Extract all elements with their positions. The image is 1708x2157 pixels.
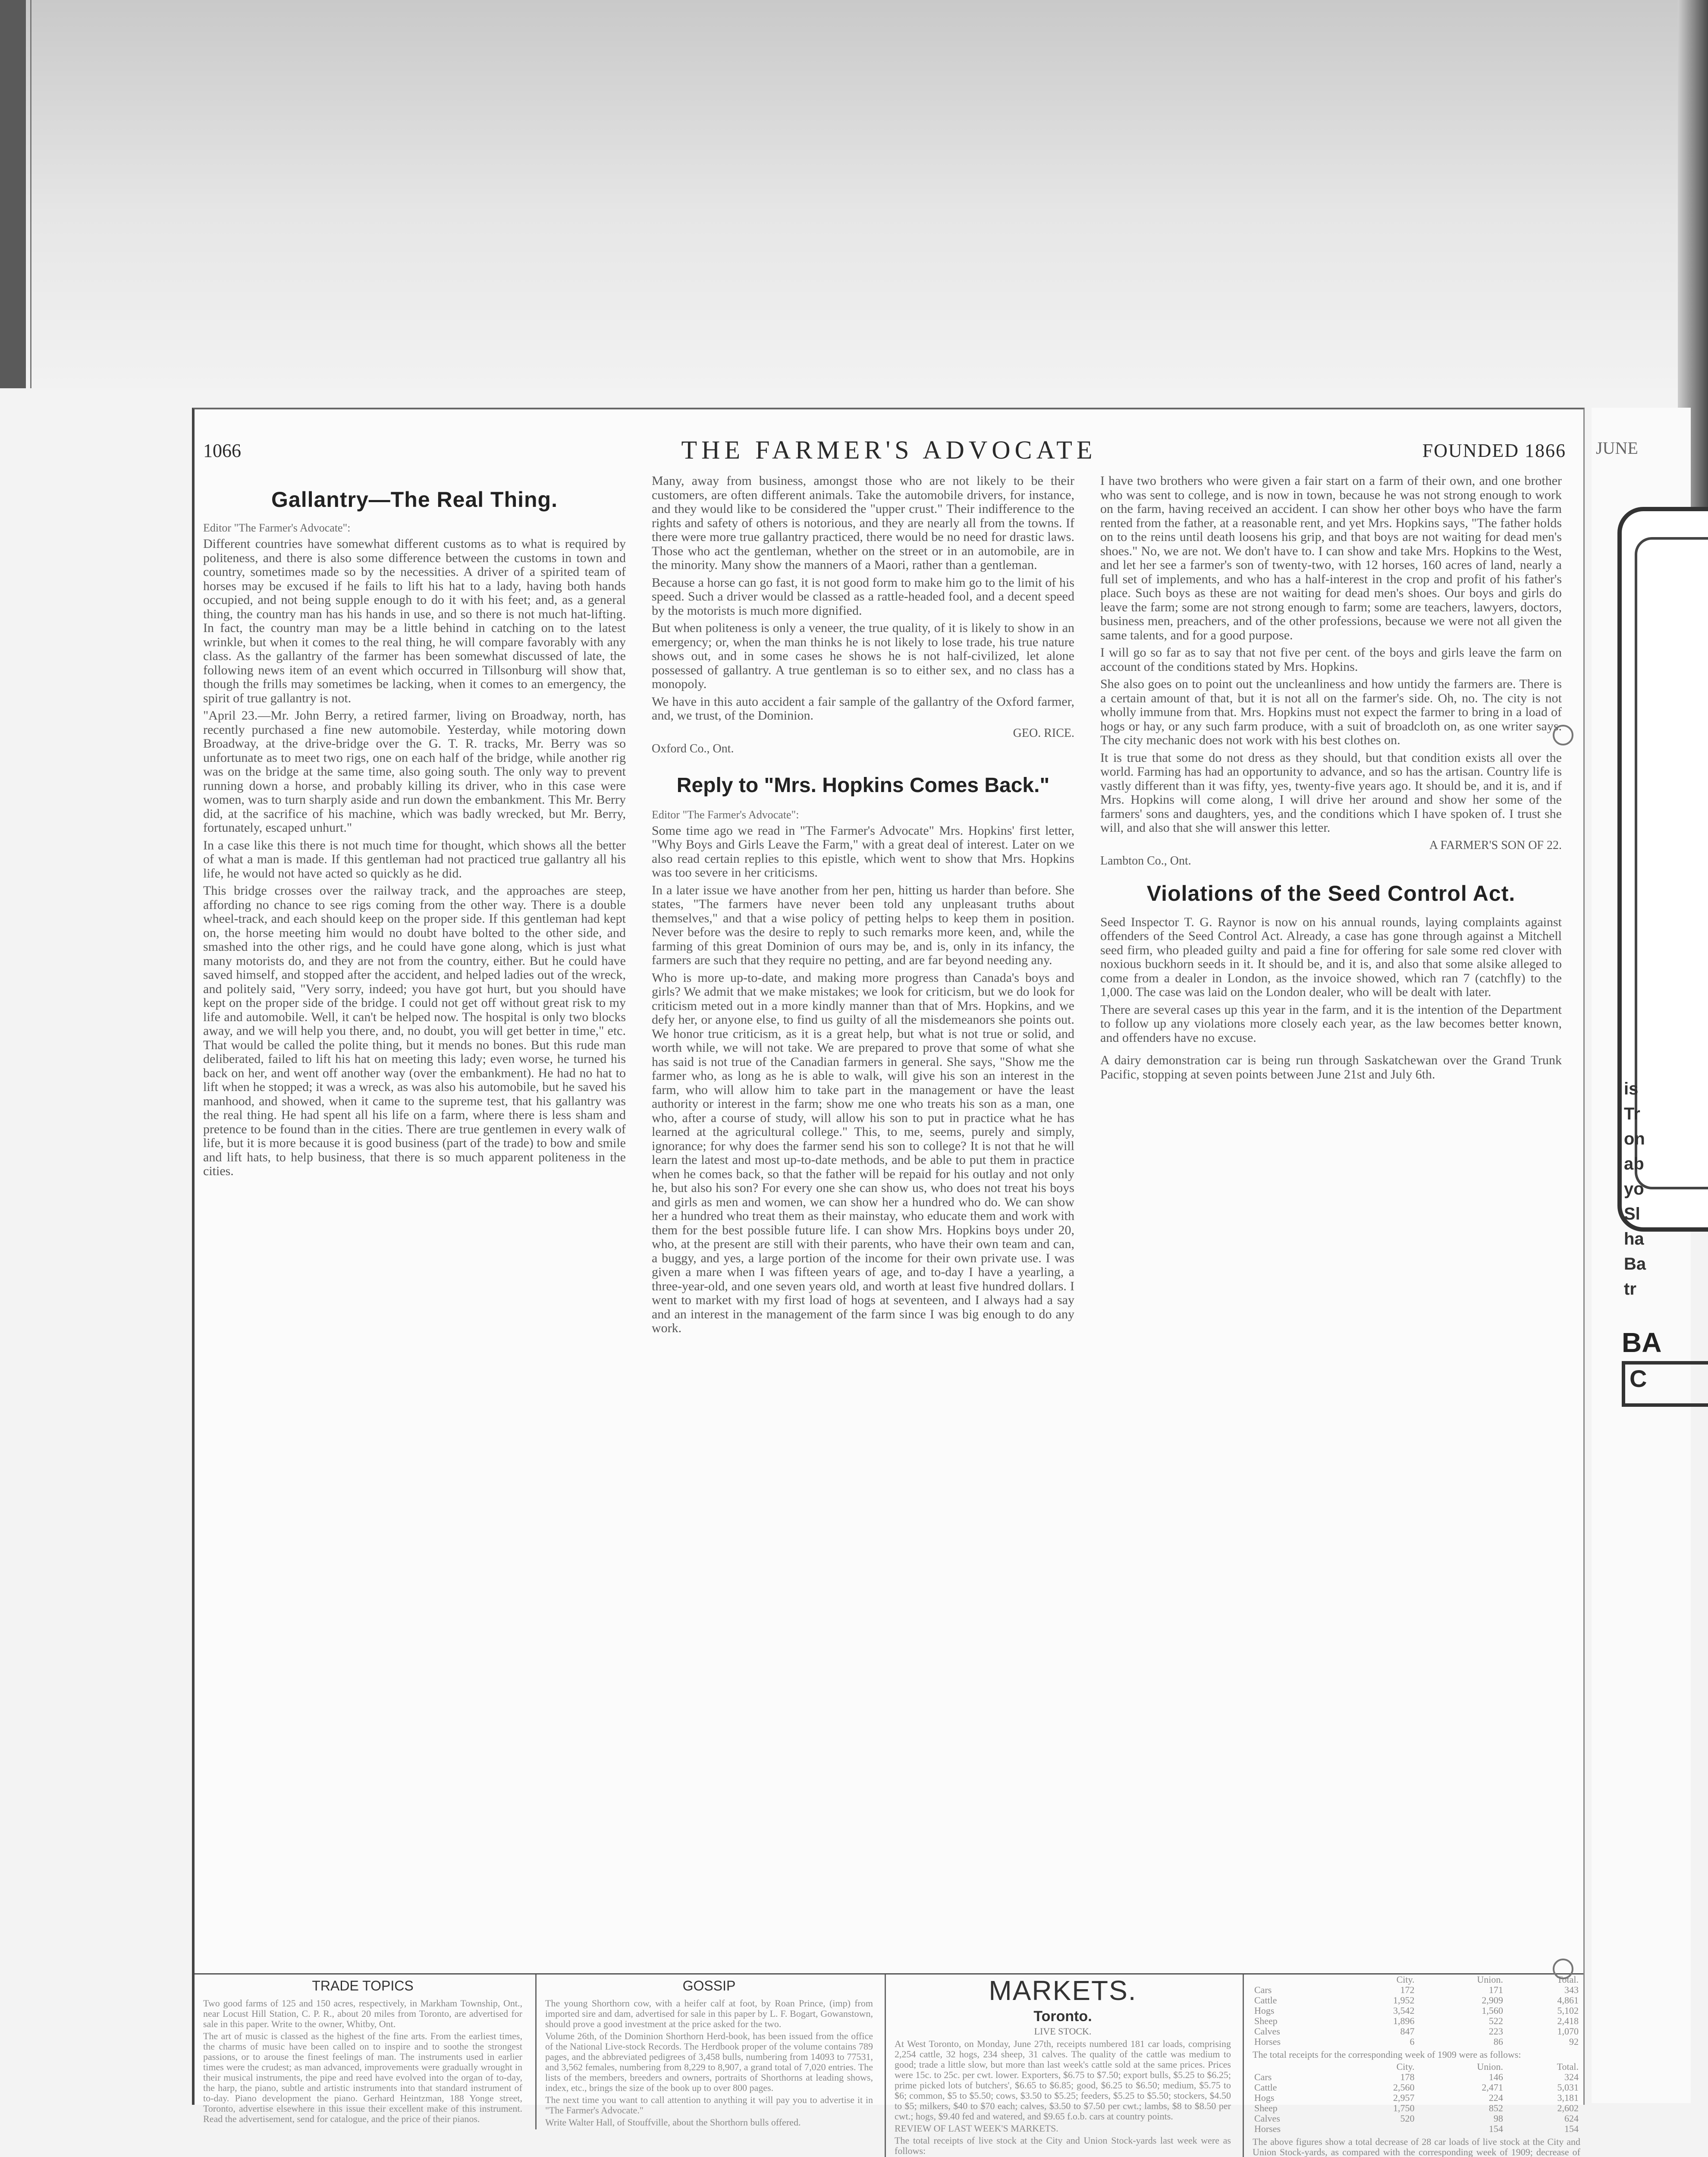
paragraph: In a case like this there is not much time for thought, which shows all the better of what a man is made. If this gentleman had not practiced true gallantry all his life, he would not have acted so quickly as he did. <box>203 838 626 880</box>
table-row <box>1253 2006 1580 2016</box>
gossip-column <box>535 1975 873 2129</box>
table-row <box>1253 2072 1580 2082</box>
paragraph: Write Walter Hall, of Stouffville, about the Shorthorn bulls offered. <box>545 2117 801 2128</box>
table-cell: 92 <box>1569 2036 1579 2047</box>
table-cell: 6 <box>1410 2036 1415 2047</box>
table-cell: 4,861 <box>1557 1995 1579 2006</box>
table-row <box>1253 2103 1580 2113</box>
paragraph: "April 23.—Mr. John Berry, a retired farmer, living on Broadway, north, has recently purchased a fine new automobile. Yesterday, while motoring down Broadway, at the drive-bridge over the G. T. R. tracks, Mr. Berry was so unfortunate as to meet two rigs, one on each half of the bridge, while another rig was on the bridge at the same time, also going south. The only way to prevent running down a horse, and probably killing its driver, who in this case were women, was to turn sharply aside and run down the embankment. This Mr. Berry did, at the sacrifice of his machine, which was badly wrecked, but Mr. Berry, fortunately, escaped unhurt." <box>203 708 626 835</box>
page-header <box>195 435 1583 474</box>
paragraph: I have two brothers who were given a fair start on a farm of their own, and one brother who was sent to college, and is now in town, because he was not strong enough to work on the farm, having received an accident. I can show her other boys who have the farm rented from the father, at a reasonable rent, and yet Mrs. Hopkins says, "The father holds on to the reins until death loosens his grip, and that boys are not waiting for dead men's shoes." No, we are not. We don't have to. I can show and take Mrs. Hopkins to the West, and let her see a farmer's son of twenty-two, with 12 horses, 160 acres of land, nearly a full set of implements, and who has a half-interest in the crop and profit of his father's place. Such boys as these are not waiting for dead men's shoes. Our boys and girls do leave the farm; some are not strong enough to farm; some are teachers, lawyers, doctors, business men, preachers, and of the other professions, because we were not all given the same talents, and for a good purpose. <box>1100 474 1562 642</box>
scan-left-border <box>30 0 31 388</box>
table-row <box>1253 2026 1580 2037</box>
table-header: Total. <box>1557 1974 1579 1985</box>
scan-wrinkle-mark <box>1553 1959 1573 1979</box>
markets-heading: MARKETS. <box>989 1975 1137 2006</box>
live-stock-label: LIVE STOCK. <box>1034 2026 1092 2037</box>
column-2 <box>652 474 1074 1339</box>
scan-background-top <box>0 0 1708 388</box>
paragraph: It is true that some do not dress as they should, but that condition exists all over the world. Farming has had an opportunity to advance, and so has the artisan. Country life is vastly different than it was fifty, yes, twenty-five years ago. It should be, and it is, and if Mrs. Hopkins will come along, I will drive her around and show her some of the farmers' sons and daughters, yes, and the conditions which I have spoken of. I trust she will, and also that she will answer this letter. <box>1100 750 1562 835</box>
paragraph: At West Toronto, on Monday, June 27th, receipts numbered 181 car loads, comprising 2,254 cattle, 32 hogs, 234 sheep, 31 calves. The quality of the cattle was medium to good; trade a little slow, but more than last week's cattle sold at the same prices. Prices were 15c. to 25c. per cwt. lower. Exporters, $6.75 to $7.50; export bulls, $5.25 to $6.25; prime picked lots of butchers', $6.65 to $6.85; good, $6.25 to $6.50; medium, $5.75 to $6; common, $5 to $5.50; cows, $3.50 to $5.25; feeders, $5.25 to $5.50; stockers, $4.50 to $5; milkers, $40 to $70 each; calves, $3.50 to $7.50 per cwt.; lambs, $8 to $8.50 per cwt.; hogs, $9.40 fed and watered, and $9.65 f.o.b. cars at country points. <box>895 2038 1231 2122</box>
article-heading: Violations of the Seed Control Act. <box>1146 881 1516 906</box>
table-cell: 171 <box>1488 1984 1503 1995</box>
markets-tables-column <box>1243 1975 1580 2157</box>
editor-line: Editor "The Farmer's Advocate": <box>652 808 799 821</box>
signature: A FARMER'S SON OF 22. <box>1429 838 1562 852</box>
table-row <box>1253 2037 1580 2047</box>
paragraph: Volume 26th, of the Dominion Shorthorn Herd-book, has been issued from the office of the National Live-stock Records. The Herdbook proper of the volume contains 789 pages, and the abbreviated pedigrees of 3,458 bulls, numbering from 14093 to 77531, and 3,562 females, numbering from 8,229 to 8,907, a grand total of 7,020 entries. The lists of the members, breeders and owners, portraits of Shorthorns at leading shows, index, etc., brings the size of the book up to over 800 pages. <box>545 2031 873 2093</box>
paragraph: We have in this auto accident a fair sample of the gallantry of the Oxford farmer, and, we trust, of the Dominion. <box>652 694 1074 723</box>
ad-fragment: ha <box>1624 1229 1644 1248</box>
table-row <box>1253 2082 1580 2093</box>
ad-fragment: Ba <box>1624 1255 1646 1273</box>
advertisement-text-fragment <box>1624 1076 1646 1302</box>
ad-fragment: Tr <box>1624 1104 1640 1123</box>
table-cell: 5,102 <box>1557 2005 1579 2016</box>
table-header: Total. <box>1557 2061 1579 2072</box>
signature: GEO. RICE. <box>1013 726 1074 740</box>
paragraph: Some time ago we read in "The Farmer's Advocate" Mrs. Hopkins' first letter, "Why Boys and Girls Leave the Farm," with a great deal of interest. Later on we also read certain replies to this epistle, which went to show that Mrs. Hopkins was too severe in her criticisms. <box>652 823 1074 880</box>
table-cell: 1,560 <box>1482 2005 1503 2016</box>
table-cell: 223 <box>1488 2026 1503 2037</box>
paragraph: I will go so far as to say that not five per cent. of the boys and girls leave the farm on account of the conditions stated by Mrs. Hopkins. <box>1100 645 1562 674</box>
table-cell: 522 <box>1488 2016 1503 2026</box>
table-cell: Cars <box>1254 2072 1272 2082</box>
paragraph: The young Shorthorn cow, with a heifer calf at foot, by Roan Prince, (imp) from imported sire and dam, advertised for sale in this paper by L. F. Bogart, Gowanstown, should prove a good investment at the price asked for the two. <box>545 1998 873 2029</box>
ad-fragment: on <box>1624 1129 1645 1148</box>
table-intro: The total receipts for the corresponding week of 1909 were as follows: <box>1253 2049 1521 2060</box>
table-cell: 172 <box>1400 1984 1415 1995</box>
table-header <box>1253 2062 1342 2072</box>
table-row <box>1253 2124 1580 2134</box>
paragraph: The next time you want to call attention to anything it will pay you to advertise it in "The Farmer's Advocate." <box>545 2094 873 2116</box>
paragraph: Because a horse can go fast, it is not good form to make him go to the limit of his speed. Such a driver would be classed as a rattle-headed fool, and a decent speed by the motorists is much more dignified. <box>652 575 1074 618</box>
page-title: THE FARMER'S ADVOCATE <box>681 436 1097 464</box>
paragraph: Two good farms of 125 and 150 acres, respectively, in Markham Township, Ont., near Locust Hill Station, C. P. R., about 20 miles from Toronto, are advertised for sale in this paper. Write to the owner, Whitby, Ont. <box>203 1998 522 2029</box>
place: Oxford Co., Ont. <box>652 742 734 755</box>
table-cell: 2,602 <box>1557 2103 1579 2113</box>
section-heading: GOSSIP <box>682 1978 736 1993</box>
paragraph: Seed Inspector T. G. Raynor is now on his annual rounds, laying complaints against offenders of the Seed Control Act. Already, a case has gone through against a Mitchell seed firm, who pleaded guilty and paid a fine for offering for sale some red clover with noxious buckhorn seeds in it. It should be, and it is, and also that some alsike alleged to come from a dealer in London, as the invoice showed, which ran 7 (catchfly) to the 1,000. The case was laid on the London dealer, who will be dealt with later. <box>1100 915 1562 999</box>
table-cell: 154 <box>1488 2123 1503 2134</box>
table-cell: 146 <box>1488 2072 1503 2082</box>
table-cell: 224 <box>1488 2092 1503 2103</box>
table-cell: 2,560 <box>1393 2082 1415 2093</box>
ad-fragment: Sl <box>1624 1204 1640 1223</box>
table-header: Union. <box>1477 1974 1503 1985</box>
table-header <box>1253 1975 1342 1985</box>
table-cell: Cars <box>1254 1984 1272 1995</box>
paragraph: In a later issue we have another from her pen, hitting us harder than before. She states, "The farmers have never been told any unpleasant truths about themselves," and that a wise policy of petting helps to keep them in position. Never before was the desire to reply to such remarks more keen, and, while the farming of this great Dominion of ours may be, and is, only in its infancy, the farmers are such that they require no petting, and are far beyond needing any. <box>652 883 1074 967</box>
scan-left-edge <box>0 0 26 388</box>
table-row <box>1253 2016 1580 2026</box>
table-cell: 86 <box>1493 2036 1503 2047</box>
table-cell: Horses <box>1254 2036 1281 2047</box>
paragraph: Different countries have somewhat different customs as to what is required by politeness, and there is also some difference between the customs in town and country, sometimes made so by the necessities. A driver of a spirited team of horses may be excused if he fails to lift his hat to a lady, having both hands occupied, and not being supple enough to do it with his feet; and, as a general thing, the country man has his hands in use, and so there is not much hat-lifting. In fact, the country man may be a little behind in catching on to the latest wrinkle, but when it comes to the real thing, he will compare favorably with any class. As the gallantry of the farmer has been somewhat discussed of late, the following news item of an event which occurred in Tillsonburg will show that, though the frills may sometimes be lacking, when it comes to an emergency, the spirit of true gallantry is not. <box>203 537 626 705</box>
editor-line: Editor "The Farmer's Advocate": <box>203 522 351 534</box>
table-cell: 154 <box>1564 2123 1579 2134</box>
section-heading: TRADE TOPICS <box>312 1978 414 1993</box>
paragraph: The total receipts of live stock at the City and Union Stock-yards last week were as follows: <box>895 2135 1231 2156</box>
article-heading: Reply to "Mrs. Hopkins Comes Back." <box>676 774 1050 797</box>
table-row <box>1253 1995 1580 2006</box>
paragraph: The above figures show a total decrease of 28 car loads of live stock at the City and Union Stock-yards, as compared with the corresponding week of 1909; decrease of <box>1253 2136 1580 2157</box>
receipts-table-1909 <box>1253 2062 1580 2134</box>
table-cell: 852 <box>1488 2103 1503 2113</box>
ad-box-letter: C <box>1630 1365 1647 1392</box>
advertisement-brand-fragment: BA <box>1622 1327 1662 1358</box>
table-cell: Sheep <box>1254 2103 1278 2113</box>
markets-subheading: Toronto. <box>1033 2008 1092 2025</box>
table-cell <box>1342 2124 1416 2134</box>
article-heading: Gallantry—The Real Thing. <box>271 487 558 512</box>
ad-fragment: tr <box>1624 1280 1636 1299</box>
receipts-table-1910 <box>1253 1975 1580 2047</box>
table-cell: 2,418 <box>1557 2016 1579 2026</box>
page-number: 1066 <box>203 440 241 461</box>
table-row <box>1253 1985 1580 1995</box>
place: Lambton Co., Ont. <box>1100 854 1191 868</box>
table-cell: 3,542 <box>1393 2005 1415 2016</box>
table-header: Union. <box>1477 2061 1503 2072</box>
paragraph: REVIEW OF LAST WEEK'S MARKETS. <box>895 2123 1058 2134</box>
table-header: City. <box>1396 1974 1415 1985</box>
paragraph: Many, away from business, amongst those who are not likely to be their customers, are often different animals. Take the automobile drivers, for instance, and they would like to be considered the "upper crust." Their indifference to the rights and safety of others is notorious, and they are nearly all from the towns. If there were more true gallantry practiced, there would be no need for drastic laws. Those who act the gentleman, whether on the street or in an automobile, are in the minority. Many show the manners of a Maori, rather than a gentleman. <box>652 474 1074 572</box>
table-cell: 2,471 <box>1482 2082 1503 2093</box>
column-3 <box>1100 474 1562 1085</box>
table-cell: 1,896 <box>1393 2016 1415 2026</box>
table-header-row <box>1253 1975 1580 1985</box>
table-cell: Hogs <box>1254 2005 1275 2016</box>
founded-note: FOUNDED 1866 <box>1422 440 1566 461</box>
table-cell: 1,750 <box>1393 2103 1415 2113</box>
table-header: City. <box>1396 2061 1415 2072</box>
paragraph: There are several cases up this year in the farm, and it is the intention of the Department to follow up any violations more closely each year, as the law becomes better known, and offenders have no excuse. <box>1100 1002 1562 1045</box>
trade-topics-column <box>203 1975 522 2126</box>
bottom-band <box>195 1973 1583 2157</box>
ad-fragment: is <box>1624 1079 1639 1098</box>
table-cell: Sheep <box>1254 2016 1278 2026</box>
table-cell: 2,909 <box>1482 1995 1503 2006</box>
paragraph: This bridge crosses over the railway track, and the approaches are steep, affording no chance to see rigs coming from the other way. There is a double wheel-track, and each should keep on the proper side. If this gentleman had kept on, the horse meeting him would no doubt have bolted to the other side, and smashed into the other rigs, and he could have gone along, which is just what many motorists do, and they are not from the country, either. But he could have saved himself, and stopped after the accident, and helped ladies out of the wreck, and politely said, "Very sorry, indeed; you have got hurt, but you should have kept on the proper side of the bridge. I could not get off without great risk to my life and automobile. Well, it can't be helped now. The hospital is only two blocks away, and we will help you there, and, no doubt, you will get better in time," etc. That would be called the polite thing, but it mends no bones. But this rude man deliberated, failed to lift his hat on meeting this lady; even worse, he turned his back on her, and went off another way (over the embankment). He had no hat to lift when he stopped; it was a wreck, as was also his automobile, but he saved his manhood, and showed, when it came to the supreme test, that his gallantry was the real thing. He had spent all his life on a farm, where there is less sham and pretence to be found than in the cities. There are true gentlemen in every walk of life, but it is more because it is good business (part of the trade) to bow and smile and lift hats, to help business, that there is so much apparent politeness in the cities. <box>203 884 626 1178</box>
table-header-row <box>1253 2062 1580 2072</box>
scan-wrinkle-mark <box>1553 725 1573 745</box>
table-row <box>1253 2113 1580 2124</box>
newspaper-page <box>192 408 1585 2157</box>
table-cell: 3,181 <box>1557 2092 1579 2103</box>
markets-column <box>885 1975 1231 2157</box>
table-cell: 324 <box>1564 2072 1579 2082</box>
table-cell: 624 <box>1564 2113 1579 2124</box>
table-cell: Cattle <box>1254 1995 1277 2006</box>
table-cell: Cattle <box>1254 2082 1277 2093</box>
ad-fragment: yo <box>1624 1179 1644 1198</box>
table-cell: 1,952 <box>1393 1995 1415 2006</box>
table-cell: Hogs <box>1254 2092 1275 2103</box>
table-cell: 520 <box>1400 2113 1415 2124</box>
table-cell: Calves <box>1254 2113 1280 2124</box>
table-cell: 178 <box>1400 2072 1415 2082</box>
table-cell: 5,031 <box>1557 2082 1579 2093</box>
paragraph: A dairy demonstration car is being run through Saskatchewan over the Grand Trunk Pacific, stopping at seven points between June 21st and July 6th. <box>1100 1053 1562 1082</box>
table-cell: 2,957 <box>1393 2092 1415 2103</box>
table-cell: Horses <box>1254 2123 1281 2134</box>
advertisement-box <box>1622 1361 1708 1407</box>
paragraph: But when politeness is only a veneer, the true quality, of it is likely to show in an emergency; or, when the man thinks he is not likely to lose trade, his true nature shows out, and in some cases he shows he is not half-civilized, let alone possessed of gallantry. A true gentleman is so to either sex, and no class has a monopoly. <box>652 621 1074 691</box>
table-cell: Calves <box>1254 2026 1280 2037</box>
ad-fragment: ab <box>1624 1154 1644 1173</box>
paragraph: She also goes on to point out the uncleanliness and how untidy the farmers are. There is a certain amount of that, but it is not all on the farmer's side. Oh, no. The city is not wholly immune from that. Mrs. Hopkins must not expect the farmer to bring in a load of hogs or hay, or any such farm produce, with a suit of broadcloth on, as one writer says. The city mechanic does not work with his best clothes on. <box>1100 677 1562 747</box>
adjacent-page-fragment <box>1592 408 1691 2103</box>
table-cell: 847 <box>1400 2026 1415 2037</box>
table-row <box>1253 2093 1580 2103</box>
table-cell: 98 <box>1493 2113 1503 2124</box>
paragraph: Who is more up-to-date, and making more progress than Canada's boys and girls? We admit that we make mistakes; we look for criticism, but we do look for criticism meted out in a more kindly manner than that of Mrs. Hopkins, and we defy her, or anyone else, to find us guilty of all the misdemeanors she points out. We honor true criticism, as it is a great help, but what is not true or solid, and worth while, we will not take. We are prepared to prove that some of what she has said is not true of the Canadian farmers in general. She says, "Show me the farmer who, as long as he is able to walk, will give his son an interest in the farm, who will allow him to take part in the management or have the least authority or interest in the farm; show me one who treats his son as a man, one who, after a course of study, will allow his son to put in practice what he has learned at the agricultural college." This, to me, seems, purely and simply, ignorance; for why does the farmer send his son to college? It is not that he will learn the latest and most up-to-date methods, and be able to put them in practice when he comes back, so that the father will be repaid for his outlay and not only he, but also his son? For every one she can show us, who does not treat his boys and girls as men and women, we can show her a hundred who do. We can show her a hundred who treat them as their mainstay, who educate them and work with them for the best possible future life. I can show Mrs. Hopkins boys under 20, who, at the present are still with their parents, who have their own team and can, a buggy, and yes, a large portion of the income for their own private use. I was given a mare when I was fifteen years of age, and to-day I have a yearling, a three-year-old, and one seven years old, and worth at least five hundred dollars. I went to market with my first load of hogs at seventeen, and I always had a say and an interest in the management of the farm since I was big enough to do any work. <box>652 970 1074 1335</box>
table-cell: 343 <box>1564 1984 1579 1995</box>
table-cell: 1,070 <box>1557 2026 1579 2037</box>
column-1 <box>203 474 626 1182</box>
adjacent-header-fragment: JUNE <box>1596 438 1638 458</box>
paragraph: The art of music is classed as the highest of the fine arts. From the earliest times, the charms of music have been called on to inspire and to soothe the strongest passions, or to arouse the finest feelings of man. The instruments used in earlier times were the crudest; as man advanced, improvements were gradually wrought in their musical instruments, the pipe and reed have evolved into the organ of to-day, the harp, the piano, subtle and artistic instruments into that standard instrument of to-day. Piano development the piano. Gerhard Heintzman, 188 Yonge street, Toronto, advertise elsewhere in this issue their excellent make of this instrument. Read the advertisement, send for catalogue, and the price of their pianos. <box>203 2031 522 2124</box>
